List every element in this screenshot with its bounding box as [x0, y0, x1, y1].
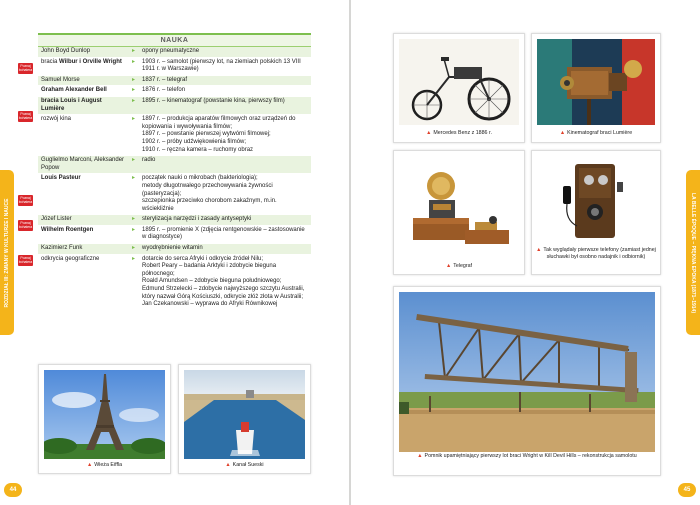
table-row	[38, 226, 311, 244]
chapter-side-tab-text: ROZDZIAŁ III: ZMIANY W KULTURZE I NAUCE	[4, 198, 10, 307]
caption-triangle-icon: ▲	[445, 263, 452, 269]
caption-triangle-icon: ▲	[426, 130, 432, 136]
photo-card-eiffel	[38, 364, 171, 474]
telegraph-photo	[399, 156, 519, 258]
table-cell-description	[128, 174, 311, 214]
description-line: Jan Czekanowski – wyprawa do Afryki Równikowej	[142, 301, 278, 308]
suez-caption: ▲ Kanał Sueski	[225, 462, 264, 468]
table-cell-name: Guglielmo Marconi, Aleksander Popow	[38, 156, 128, 173]
table-cell-description	[128, 86, 311, 96]
description-line: ▸ dotarcie do serca Afryki i odkrycie źródeł Nilu;	[142, 255, 264, 262]
wright-caption: ▲ Pomnik upamiętniający pierwszy lot braci Wright w Kill Devil Hills – rekonstrukcja samolotu	[417, 453, 637, 459]
table-row	[38, 244, 311, 255]
eiffel-tower-photo	[44, 370, 165, 459]
photo-card-wright	[393, 286, 661, 476]
table-cell-name: Samuel Morse	[38, 76, 128, 86]
benz-caption: ▲ Mercedes Benz z 1886 r.	[426, 130, 492, 136]
benz-car-photo	[399, 39, 519, 125]
photo-card-lumiere	[531, 33, 661, 143]
description-line: 1910 r. – ręczna kamera – ruchomy obraz	[142, 146, 254, 153]
caption-triangle-icon: ▲	[536, 247, 542, 253]
table-cell-description	[128, 115, 311, 155]
table-cell-name: Wilhelm Roentgen	[38, 226, 128, 243]
table-row	[38, 156, 311, 174]
table-cell-name: Józef Lister	[38, 215, 128, 225]
early-telephone-photo	[537, 156, 655, 244]
description-line: ▸ wyodrębnienie witamin	[142, 245, 203, 252]
description-line: ▸ 1903 r. – samolot (pierwszy lot, na ziemiach polskich 13 VIII 1911 r. w Warszawie)	[142, 58, 301, 73]
table-cell-description	[128, 97, 311, 114]
description-line: metody długotrwałego przechowywania żywności (pasteryzacja);	[142, 182, 273, 197]
table-row	[38, 86, 311, 97]
table-cell-description	[128, 58, 311, 75]
page-number-right: 45	[678, 483, 696, 497]
epoch-side-tab-text: LA BELLE ÉPOQUE – PIĘKNA EPOKA (1871–1914)	[690, 192, 696, 313]
table-row	[38, 215, 311, 226]
table-cell-description	[128, 255, 311, 310]
table-row	[38, 115, 311, 156]
caption-triangle-icon: ▲	[559, 130, 566, 136]
table-cell-description	[128, 76, 311, 86]
description-line: ▸ 1876 r. – telefon	[142, 87, 186, 94]
table-cell-name: rozwój kina	[38, 115, 128, 155]
description-line: ▸ sterylizacja narzędzi i zasady antyseptyki	[142, 216, 252, 223]
table-cell-name: Graham Alexander Bell	[38, 86, 128, 96]
kinematograph-photo	[537, 39, 655, 125]
hero-marker[interactable]: Poznaj bohatera	[18, 196, 33, 204]
table-row	[38, 174, 311, 215]
table-row	[38, 97, 311, 115]
suez-canal-photo	[184, 370, 305, 459]
photo-card-telefon	[531, 150, 661, 275]
caption-triangle-icon: ▲	[86, 462, 93, 468]
table-row	[38, 76, 311, 87]
table-body	[38, 47, 311, 311]
description-line: ▸ 1895 r. – promienie X (zdjęcia rentgenowskie – zastosowanie w diagnostyce)	[142, 226, 305, 241]
hero-marker[interactable]: Poznaj bohatera	[18, 256, 33, 264]
table-row	[38, 47, 311, 58]
description-line: ▸ opony pneumatyczne	[142, 48, 200, 54]
description-line: ▸ 1895 r. – kinematograf (powstanie kina, pierwszy film)	[142, 97, 285, 104]
table-cell-description	[128, 226, 311, 243]
caption-triangle-icon: ▲	[417, 453, 423, 459]
telegraph-caption: ▲ Telegraf	[445, 263, 473, 269]
hero-marker[interactable]: Poznaj bohatera	[18, 64, 33, 72]
description-line: ▸ radio	[142, 157, 156, 164]
lumiere-caption: ▲ Kinematograf braci Lumière	[559, 130, 633, 136]
table-cell-name: Louis Pasteur	[38, 174, 128, 214]
description-line: ▸ 1897 r. – produkcja aparatów filmowych oraz urządzeń do kopiowania i wywoływania filmów;	[142, 116, 296, 130]
eiffel-caption: ▲ Wieża Eiffla	[86, 462, 123, 468]
chapter-side-tab-right[interactable]	[686, 170, 700, 335]
table-header: NAUKA	[38, 33, 311, 47]
photo-card-suez	[178, 364, 311, 474]
table-cell-description	[128, 156, 311, 173]
description-line: Roald Amundsen – zdobycie bieguna południowego;	[142, 278, 282, 285]
description-line: 1897 r. – powstanie pierwszej wytwórni filmowej;	[142, 131, 271, 138]
table-cell-name: John Boyd Dunlop	[38, 47, 128, 57]
science-table	[38, 33, 311, 311]
description-line: 1902 r. – próby udźwiękowienia filmów;	[142, 138, 247, 145]
description-line: Edmund Strzelecki – zdobycie najwyższego szczytu Australii, który nazwał Górą Kościuszki, odkrycie złóż złota w Australii;	[142, 286, 305, 300]
wright-flyer-monument-photo	[399, 292, 655, 452]
right-page	[351, 0, 700, 505]
hero-marker[interactable]: Poznaj bohatera	[18, 221, 33, 229]
table-cell-name: Kazimierz Funk	[38, 244, 128, 254]
description-line: ▸ początek nauki o mikrobach (bakteriologia);	[142, 175, 258, 182]
page-number-left: 44	[4, 483, 22, 497]
table-cell-name: bracia Wilbur i Orville Wright	[38, 58, 128, 75]
description-line: Robert Peary – badania Arktyki i zdobycie bieguna północnego;	[142, 263, 277, 277]
photo-card-benz	[393, 33, 525, 143]
description-line: ▸ 1837 r. – telegraf	[142, 76, 188, 83]
caption-triangle-icon: ▲	[225, 462, 231, 468]
table-cell-name: bracia Louis i August Lumière	[38, 97, 128, 114]
photo-card-telegraf	[393, 150, 525, 275]
table-cell-description	[128, 244, 311, 254]
table-cell-name: odkrycia geograficzne	[38, 255, 128, 310]
telephone-caption: ▲ Tak wyglądały pierwsze telefony (zamiast jednej słuchawki był osobno nadajnik i odbiornik)	[536, 247, 656, 260]
description-line: szczepionka przeciwko chorobom zakaźnym, m.in. wściekliźnie	[142, 198, 277, 212]
table-row	[38, 255, 311, 311]
left-page	[0, 0, 349, 505]
chapter-side-tab-left[interactable]	[0, 170, 14, 335]
hero-marker[interactable]: Poznaj bohatera	[18, 112, 33, 120]
table-cell-description	[128, 215, 311, 225]
table-cell-description	[128, 47, 311, 57]
table-row	[38, 58, 311, 76]
